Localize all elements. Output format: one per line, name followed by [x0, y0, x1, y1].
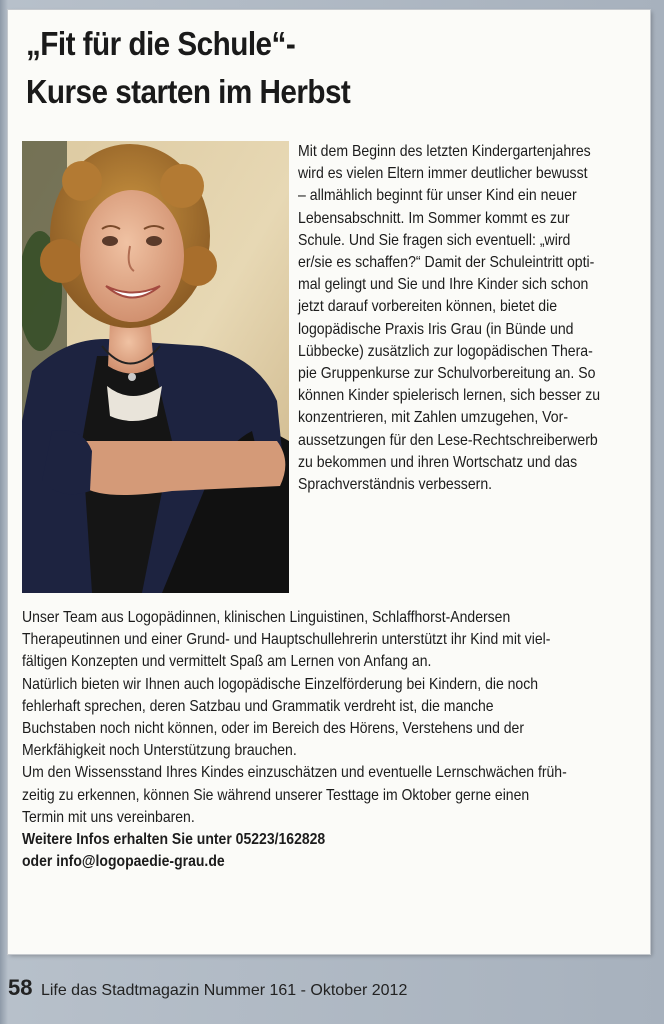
text-line: – allmählich beginnt für unser Kind ein neuer [298, 187, 577, 205]
portrait-photo [22, 141, 289, 593]
text-line: logopädische Praxis Iris Grau (in Bünde und [298, 320, 574, 338]
text-line: Termin mit uns vereinbaren. [22, 808, 195, 826]
text-line: Um den Wissensstand Ihres Kindes einzuschätzen und eventuelle Lernschwächen früh- [22, 764, 567, 782]
text-line: er/sie es schaffen?“ Damit der Schuleintritt opti- [298, 254, 595, 272]
text-line: Unser Team aus Logopädinnen, klinischen Linguistinen, Schlaffhorst-Andersen [22, 609, 511, 626]
text-line: Sprachverständnis verbessern. [298, 476, 493, 494]
text-line: Lebensabschnitt. Im Sommer kommt es zur [298, 209, 570, 227]
text-line: mal gelingt und Sie und Ihre Kinder sich schon [298, 276, 589, 294]
title-line-2: Kurse starten im Herbst [26, 73, 351, 110]
contact-phone-line: Weitere Infos erhalten Sie unter 05223/162828 [22, 831, 326, 849]
contact-email-line: oder info@logopaedie-grau.de [22, 853, 225, 871]
text-line: konzentrieren, mit Zahlen umzugehen, Vor- [298, 409, 569, 427]
text-line: Merkfähigkeit noch Unterstützung brauchen. [22, 742, 297, 760]
text-line: zeitig zu erkennen, können Sie während unserer Testtage im Oktober gerne einen [22, 786, 530, 804]
portrait-illustration [22, 141, 289, 593]
body-text-full-width [22, 607, 634, 873]
text-line: fältigen Konzepten und vermittelt Spaß am Lernen von Anfang an. [22, 653, 432, 671]
text-line: pie Gruppenkurse zur Schulvorbereitung an. So [298, 365, 596, 383]
publication-info: Life das Stadtmagazin Nummer 161 - Oktober 2012 [40, 982, 408, 999]
article-title [26, 20, 350, 116]
text-line: können Kinder spielerisch lernen, sich besser zu [298, 387, 601, 405]
text-line: Natürlich bieten wir Ihnen auch logopädische Einzelförderung bei Kindern, die noch [22, 675, 539, 693]
text-line: aussetzungen für den Lese-Rechtschreiberwerb [298, 431, 598, 449]
text-line: Schule. Und Sie fragen sich eventuell: „wird [298, 231, 571, 249]
text-line: fehlerhaft sprechen, deren Satzbau und Grammatik verdreht ist, die manche [22, 697, 494, 715]
text-line: wird es vielen Eltern immer deutlicher bewusst [298, 165, 588, 183]
text-line: Mit dem Beginn des letzten Kindergartenjahres [298, 143, 591, 160]
text-line: Lübbecke) zusätzlich zur logopädischen Thera- [298, 342, 593, 360]
text-line: Buchstaben noch nicht können, oder im Bereich des Hörens, Verstehens und der [22, 720, 524, 738]
title-line-1: „Fit für die Schule“- [26, 25, 296, 62]
page-number: 58 [8, 975, 33, 1000]
text-line: jetzt darauf vorbereiten können, bietet die [298, 298, 558, 316]
text-line: Therapeutinnen und einer Grund- und Hauptschullehrerin unterstützt ihr Kind mit viel- [22, 631, 551, 649]
intro-column [298, 141, 638, 496]
text-line: zu bekommen und ihren Wortschatz und das [298, 453, 578, 471]
page-footer [8, 975, 407, 1001]
